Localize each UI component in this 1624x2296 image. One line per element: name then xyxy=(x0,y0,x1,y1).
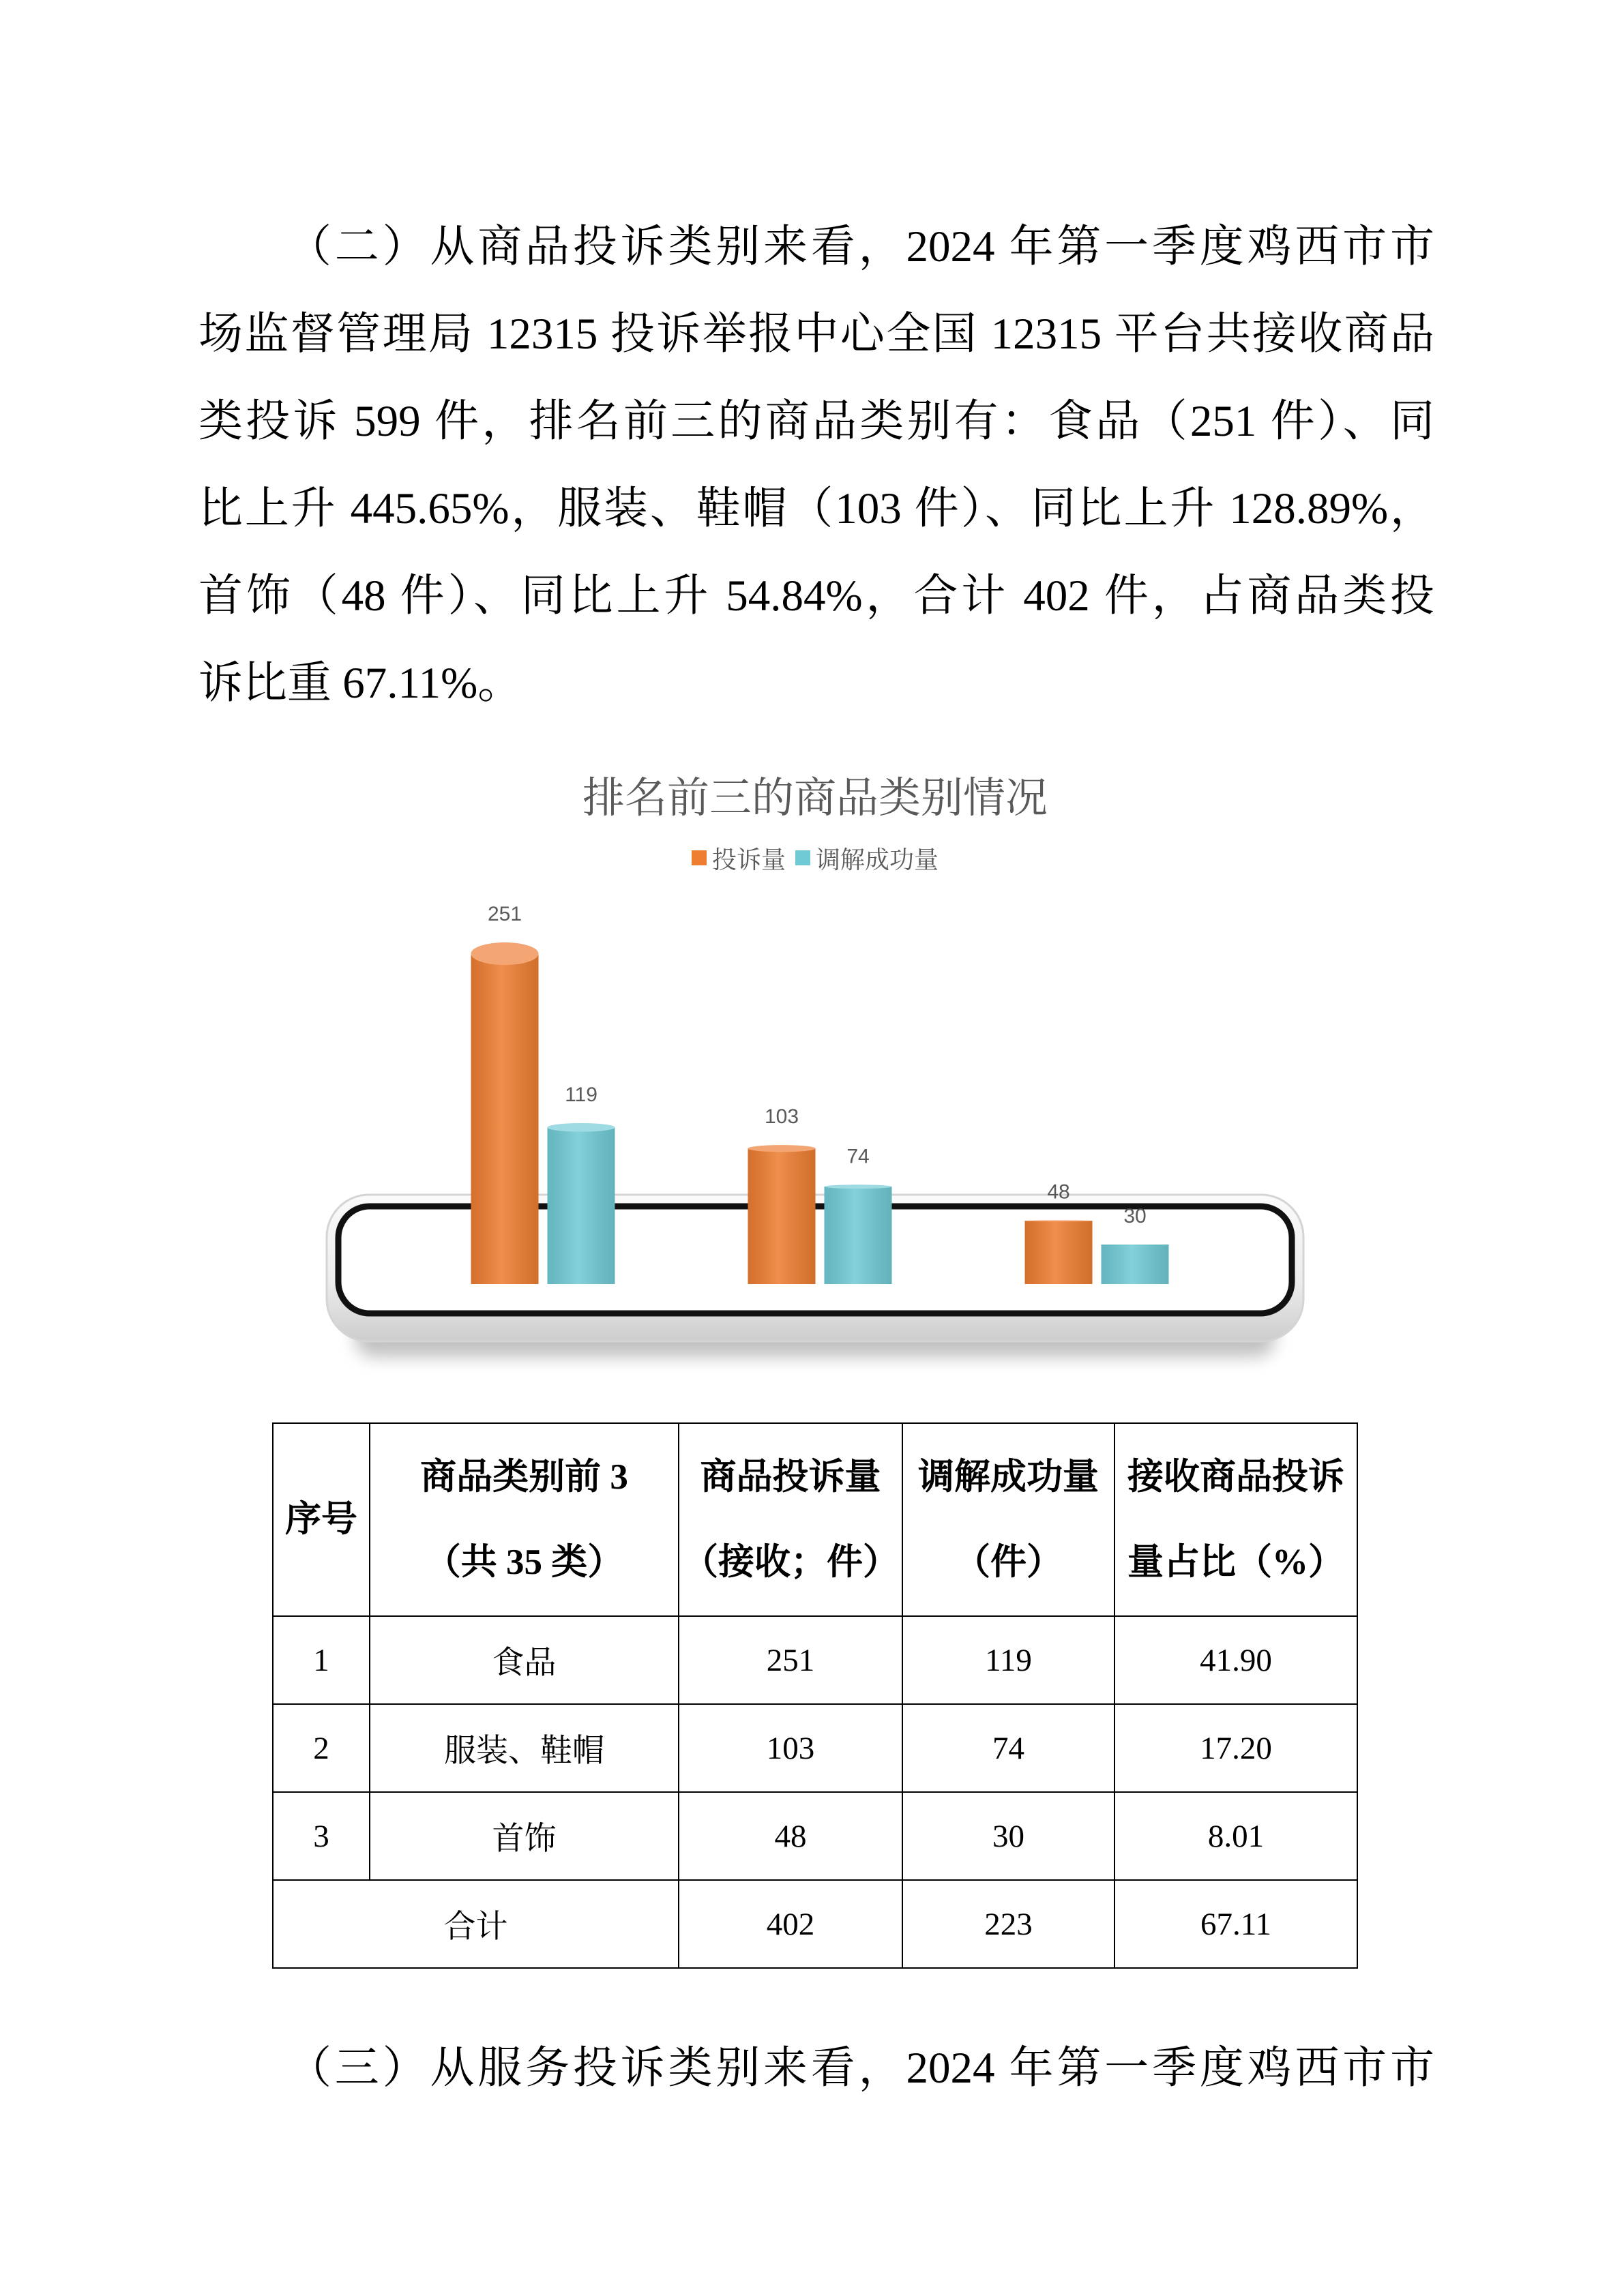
paragraph-line: 首饰（48 件）、同比上升 54.84%，合计 402 件，占商品类投 xyxy=(198,571,1434,621)
header-line: 商品类别前 3 xyxy=(420,1457,628,1497)
header-line: （接收；件） xyxy=(682,1542,899,1582)
chart-title: 排名前三的商品类别情况 xyxy=(582,775,1048,822)
data-label-complaints-2: 103 xyxy=(764,1105,799,1129)
table-row xyxy=(273,1704,1357,1792)
data-label-mediated-2: 74 xyxy=(846,1145,870,1168)
total-cell: 67.11 xyxy=(1114,1880,1357,1968)
data-label-complaints-3: 48 xyxy=(1047,1180,1070,1204)
paragraph-line: 比上升 445.65%，服装、鞋帽（103 件）、同比上升 128.89%， xyxy=(198,484,1434,533)
section-2-paragraph xyxy=(198,203,1434,727)
paragraph-line: （二）从商品投诉类别来看，2024 年第一季度鸡西市市 xyxy=(287,222,1434,271)
header-line: 量占比（%） xyxy=(1127,1542,1344,1582)
bar-mediated-3 xyxy=(1102,1244,1169,1284)
header-share xyxy=(1114,1423,1357,1616)
bar-complaints-2-cap-highlight xyxy=(748,1145,816,1152)
data-label-mediated-3: 30 xyxy=(1123,1205,1147,1228)
table-cell: 17.20 xyxy=(1114,1704,1357,1792)
header-line: 序号 xyxy=(285,1500,357,1539)
table-cell: 119 xyxy=(902,1616,1114,1704)
table-cell: 41.90 xyxy=(1114,1616,1357,1704)
bar-complaints-3-shading xyxy=(1025,1221,1093,1284)
table-row xyxy=(273,1792,1357,1880)
bar-complaints-2-shading xyxy=(748,1148,816,1284)
total-cell: 402 xyxy=(679,1880,902,1968)
table-cell: 8.01 xyxy=(1114,1792,1357,1880)
bar-mediated-2 xyxy=(825,1184,892,1284)
total-label: 合计 xyxy=(273,1880,679,1968)
paragraph-line: 诉比重 67.11%。 xyxy=(198,659,522,708)
statistics-table xyxy=(272,1422,1358,1969)
header-category xyxy=(370,1423,679,1616)
table-cell: 服装、鞋帽 xyxy=(370,1704,679,1792)
header-line: （共 35 类） xyxy=(424,1542,624,1582)
header-line: 接收商品投诉 xyxy=(1127,1457,1344,1497)
bar-mediated-2-cap-highlight xyxy=(825,1184,892,1189)
table-cell: 1 xyxy=(273,1616,370,1704)
table-total-row xyxy=(273,1880,1357,1968)
table-cell: 74 xyxy=(902,1704,1114,1792)
table-header-row xyxy=(273,1423,1357,1616)
bar-complaints-1 xyxy=(471,942,539,1284)
paragraph-line: 场监督管理局 12315 投诉举报中心全国 12315 平台共接收商品 xyxy=(198,310,1434,359)
header-line: （件） xyxy=(954,1542,1063,1582)
paragraph-line: （三）从服务投诉类别来看，2024 年第一季度鸡西市市 xyxy=(287,2044,1434,2093)
legend-item-mediated xyxy=(795,841,939,876)
bar-complaints-1-cap-highlight xyxy=(471,942,539,965)
bar-mediated-1-cap-highlight xyxy=(548,1123,615,1132)
table-cell: 251 xyxy=(679,1616,902,1704)
chart-legend xyxy=(406,844,1224,874)
bar-complaints-1-shading xyxy=(471,954,539,1284)
bar-mediated-1 xyxy=(548,1123,615,1284)
bar-complaints-2 xyxy=(748,1145,816,1284)
total-cell: 223 xyxy=(902,1880,1114,1968)
table-cell: 30 xyxy=(902,1792,1114,1880)
legend-item-complaints xyxy=(692,841,786,876)
header-complaints xyxy=(679,1423,902,1616)
header-mediated xyxy=(902,1423,1114,1616)
legend-swatch-complaints xyxy=(692,850,707,865)
table-row xyxy=(273,1616,1357,1704)
table-cell: 首饰 xyxy=(370,1792,679,1880)
table-cell: 103 xyxy=(679,1704,902,1792)
header-index xyxy=(273,1423,370,1616)
data-label-complaints-1: 251 xyxy=(487,903,522,926)
table-cell: 食品 xyxy=(370,1616,679,1704)
table-cell: 2 xyxy=(273,1704,370,1792)
header-line: 商品投诉量 xyxy=(700,1457,881,1497)
legend-label-complaints: 投诉量 xyxy=(711,845,786,874)
bar-complaints-3 xyxy=(1025,1220,1093,1284)
header-line: 调解成功量 xyxy=(918,1457,1099,1497)
legend-label-mediated: 调解成功量 xyxy=(816,845,939,874)
data-label-mediated-1: 119 xyxy=(565,1083,597,1106)
bar-complaints-3-cap-highlight xyxy=(1025,1220,1093,1221)
bar-chart xyxy=(0,873,1624,1377)
bar-mediated-3-shading xyxy=(1102,1244,1169,1284)
bar-mediated-2-shading xyxy=(825,1187,892,1284)
legend-swatch-mediated xyxy=(795,850,810,865)
section-3-paragraph xyxy=(198,2025,1434,2112)
paragraph-line: 类投诉 599 件，排名前三的商品类别有：食品（251 件）、同 xyxy=(198,397,1434,446)
table-cell: 3 xyxy=(273,1792,370,1880)
table-cell: 48 xyxy=(679,1792,902,1880)
bar-mediated-1-shading xyxy=(548,1127,615,1284)
